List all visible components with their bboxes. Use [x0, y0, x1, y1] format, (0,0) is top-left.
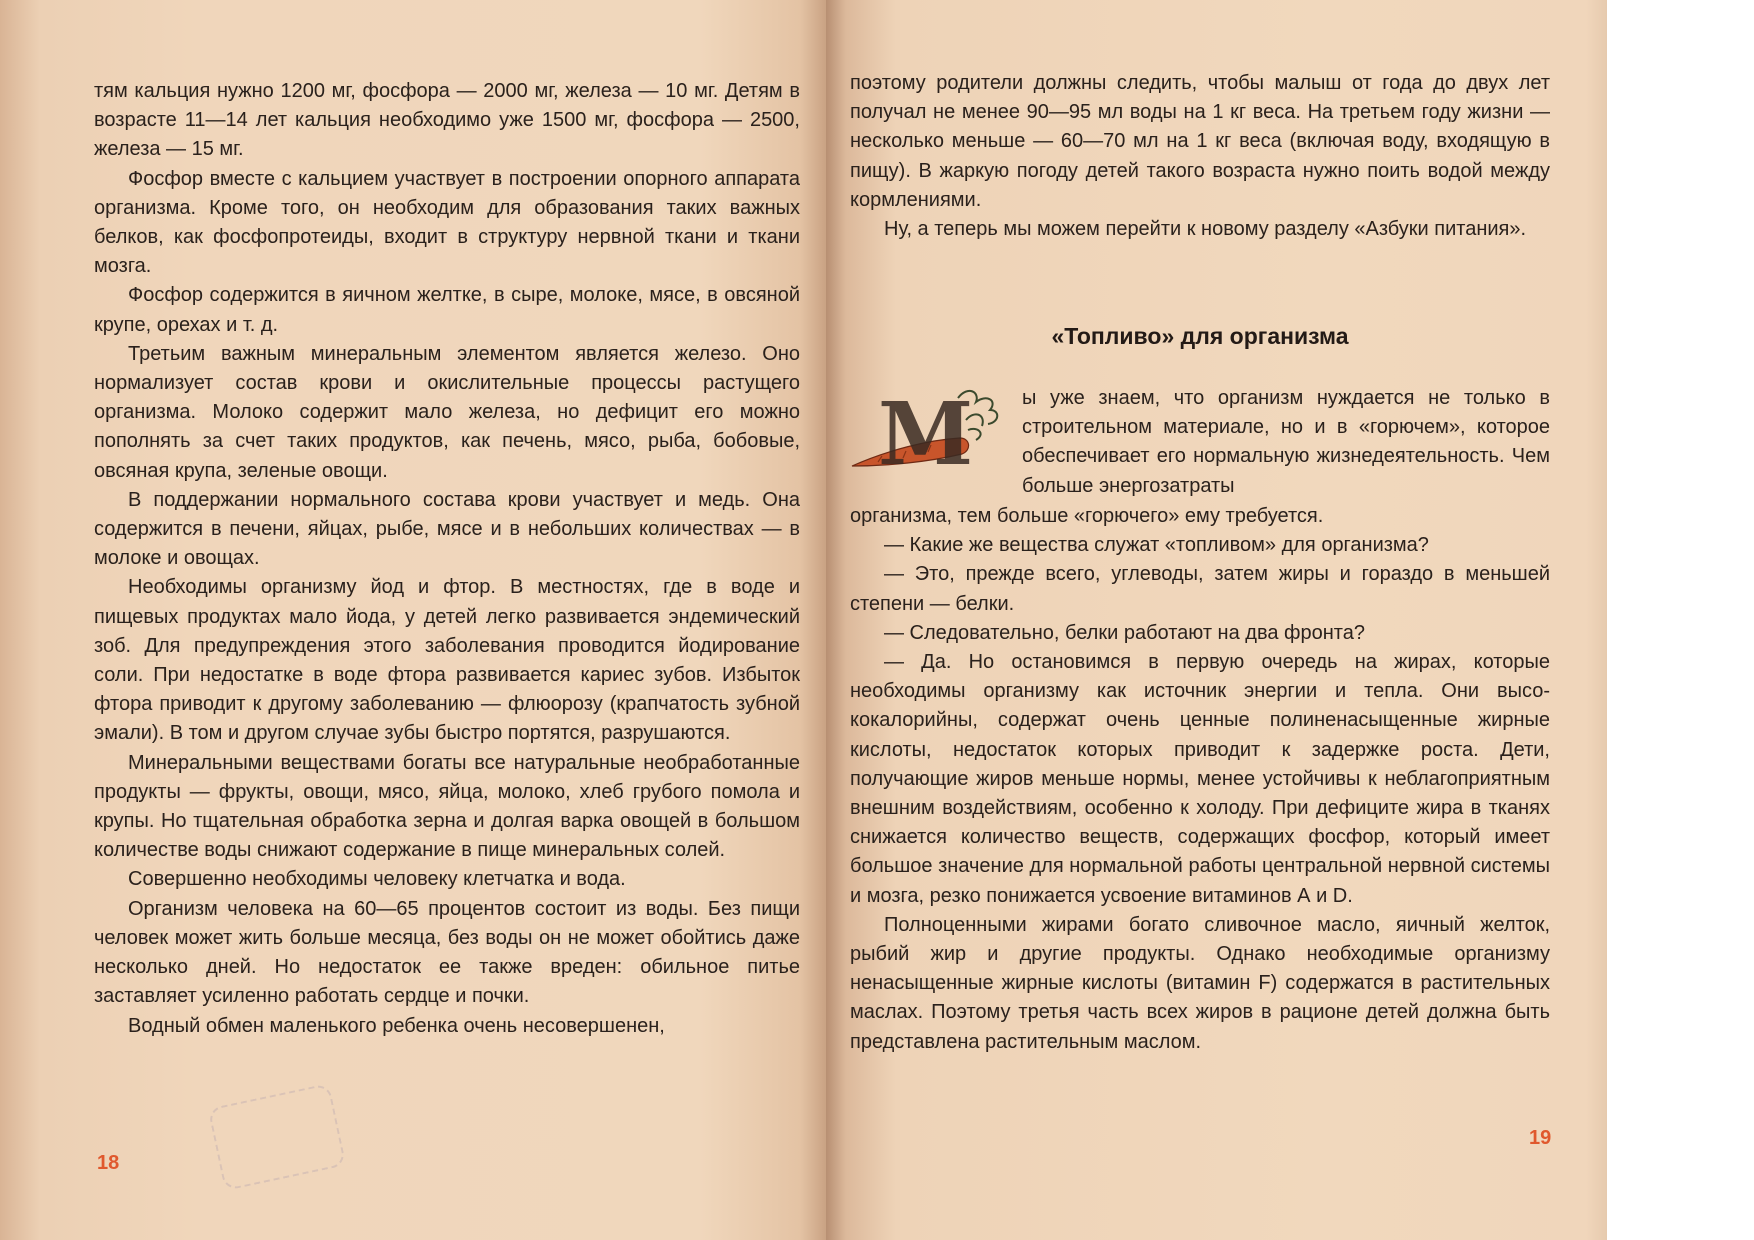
paragraph: поэтому родители должны следить, чтобы малыш от года до двух лет получал не менее 90—95 мл воды на 1 кг веса. На третьем году жизни — несколько меньше — 60—70 мл на 1 кг веса (включая воду, входящую в пищу). В жаркую погоду детей такого возраста нужно поить водой между кормлениями. [850, 72, 1550, 211]
paragraph: Организм человека на 60—65 процентов состоит из воды. Без пищи человек может жить больше месяца, без воды он не может обойтись даже несколько дней. Но недостаток ее также вреден: обильное питье заставляет усиленно работать сердце и почки. [94, 897, 800, 1008]
dropcap-letter: М [878, 384, 974, 480]
paragraph: Минеральными веществами богаты все натуральные необработанные продукты — фрукты, овощи, мясо, яйца, молоко, хлеб грубого помола и крупы. Но тщательная обработка зерна и долгая варка овощей в большом количестве воды снижают содержание в пище минеральных солей. [94, 751, 800, 862]
intro-text [1022, 384, 1550, 501]
carrot-letter-icon [848, 380, 1008, 480]
dropcap-illustration [848, 380, 1008, 480]
paragraph: Ну, а теперь мы можем перейти к новому разделу «Азбуки питания». [884, 218, 1527, 241]
paragraph: Необходимы организму йод и фтор. В местностях, где в воде и пищевых продуктах мало йода, у детей легко развивается эндемический зоб. Для предупреждения этого заболевания проводится йодирование соли. При недостатке в воде фтора развивается кариес зубов. Избыток фтора приводит к другому заболеванию — флюорозу (крапчатость зубной эмали). В том и другом случае зубы быстро портятся, разрушаются. [94, 576, 800, 745]
paragraph: — Это, прежде всего, углеводы, затем жиры и гораздо в меньшей степени — белки. [850, 563, 1550, 615]
paragraph: тям кальция нужно 1200 мг, фосфора — 2000 мг, железа — 10 мг. Детям в возрасте 11—14 лет кальция необходимо уже 1500 мг, фосфора — 2500, железа — 15 мг. [94, 80, 800, 161]
paragraph: — Да. Но остановимся в первую очередь на жирах, которые необходимы организму как источник энергии и тепла. Они высококалорийны, содержат очень ценные полиненасыщенные жирные кислоты, недостаток которых приводит к задержке роста. Дети, получающие жиров меньше нормы, менее устойчивы к неблагоприятным внешним воздействиям, особенно к холоду. При дефиците жира в тканях снижается количество веществ, содержащих фосфор, который имеет большое значение для нормальной работы центральной нервной системы и мозга, резко понижается усвоение витаминов А и D. [850, 651, 1550, 907]
right-page-bottom-text [850, 502, 1550, 1057]
right-page-top-text [850, 69, 1550, 244]
paragraph: — Следовательно, белки работают на два фронта? [884, 621, 1365, 644]
paragraph: — Какие же вещества служат «топливом» для организма? [884, 534, 1429, 557]
section-heading: «Топливо» для организма [1051, 323, 1349, 349]
paragraph: организма, тем больше «горючего» ему требуется. [850, 505, 1324, 527]
page-number-left: 18 [97, 1152, 120, 1174]
paragraph: Полноценными жирами богато сливочное масло, яичный желток, рыбий жир и другие продукты. Однако необходимые организму ненасыщенные жирные кислоты (витамин F) содержатся в растительных маслах. Поэтому третья часть всех жиров в рационе детей должна быть представлена растительным маслом. [850, 913, 1550, 1053]
paragraph: ы уже знаем, что организм нуждается не только в строительном материале, но и в «горючем», которое обеспечивает его нормальную жизнедеятельность. Чем больше энергозатраты [1022, 387, 1550, 497]
paragraph: Совершенно необходимы человеку клетчатка и вода. [128, 868, 626, 891]
left-page-text [94, 77, 800, 1041]
paragraph: Фосфор содержится в яичном желтке, в сыре, молоке, мясе, в овсяной крупе, орехах и т. д. [94, 284, 800, 336]
paragraph: Третьим важным минеральным элементом является железо. Оно нормализует состав крови и окислительные процессы растущего организма. Молоко содержит мало железа, но дефицит его можно пополнять за счет таких продуктов, как печень, мясо, рыба, бобовые, овсяная крупа, зеленые овощи. [94, 342, 800, 482]
paragraph: В поддержании нормального состава крови участвует и медь. Она содержится в печени, яйцах, рыбе, мясе и в небольших количествах — в молоке и овощах. [94, 488, 800, 570]
page-number-right: 19 [1529, 1127, 1552, 1149]
paragraph: Водный обмен маленького ребенка очень несовершенен, [128, 1014, 665, 1037]
paragraph: Фосфор вместе с кальцием участвует в построении опорного аппарата организма. Кроме того, он необходим для образования таких важных белков, как фосфопротеиды, входит в структуру нервной ткани и ткани мозга. [94, 167, 800, 278]
